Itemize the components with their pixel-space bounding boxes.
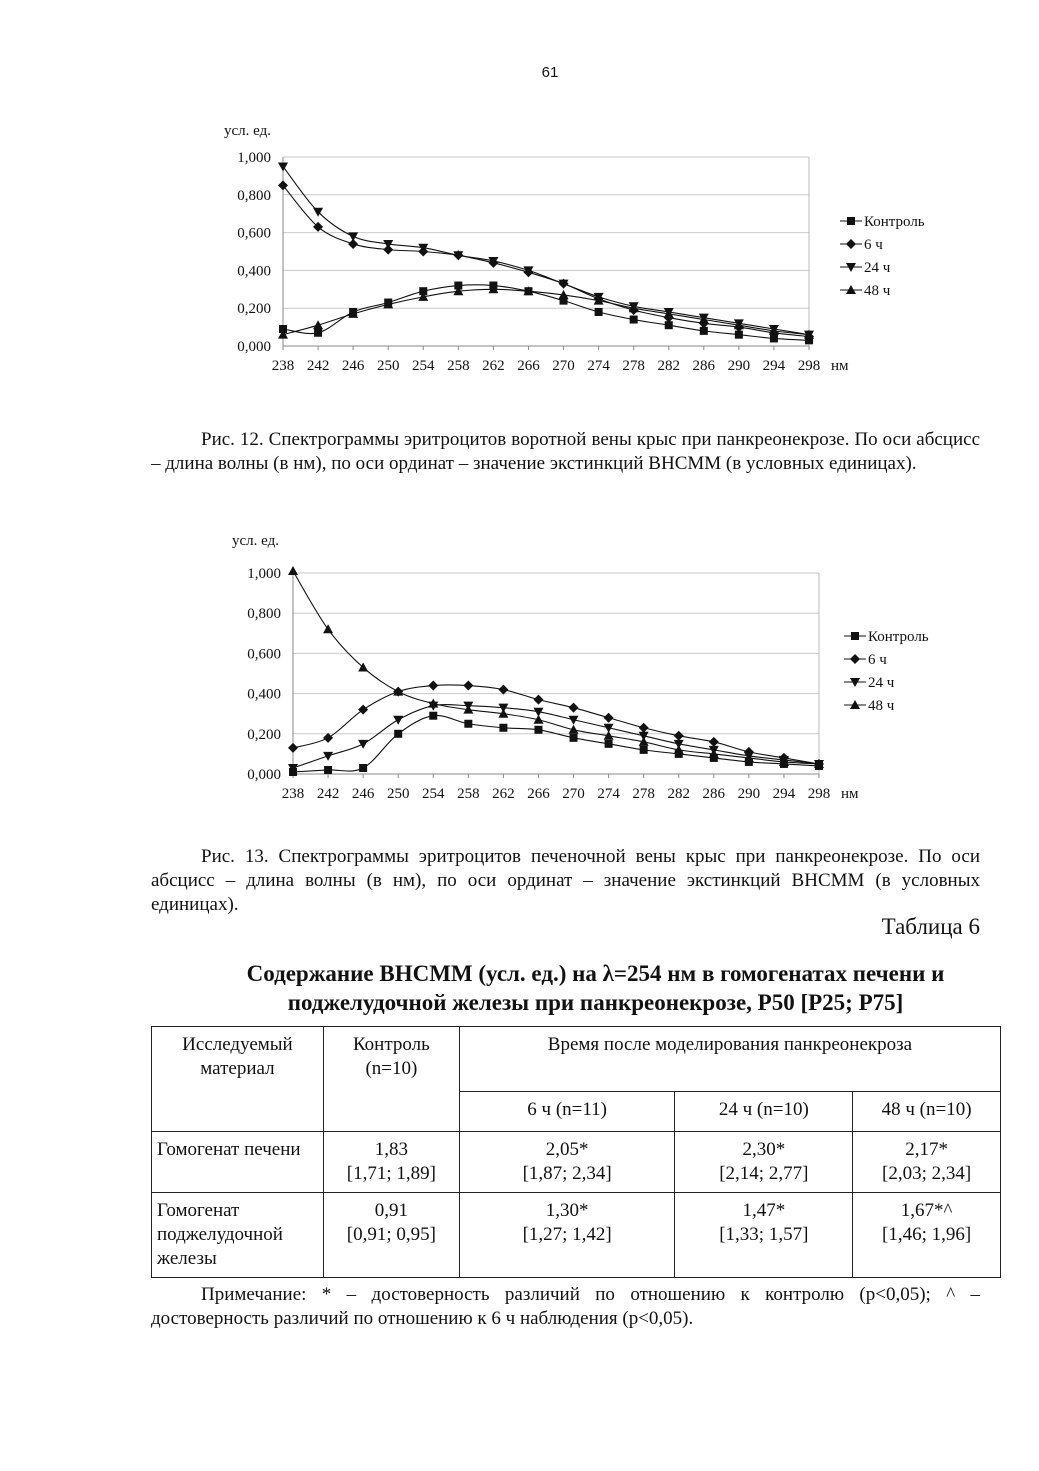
series-line [283,185,809,336]
data-point [463,681,473,691]
data-point [569,703,579,713]
data-point [323,733,333,743]
legend-label: 6 ч [868,652,887,668]
table-header-row [152,1027,1001,1092]
row-material: Гомогенат печени [152,1132,324,1193]
data-point [605,740,613,748]
data-point [630,316,638,324]
data-point [464,720,472,728]
legend-marker [846,239,856,249]
x-axis-unit: нм [831,358,849,374]
data-table [151,1026,1001,1278]
cell-6h: 1,30* [1,27; 1,42] [459,1193,675,1278]
data-point [278,180,288,190]
y-tick-label: 0,000 [247,767,281,783]
data-point [288,566,298,575]
x-tick-label: 274 [597,786,620,802]
data-point [428,681,438,691]
table-title: Содержание ВНСММ (усл. ед.) на λ=254 нм в гомогенатах печени и поджелудочной железы при панкреонекрозе, Р50 [Р25; Р75] [246,961,945,1015]
data-point [288,743,298,753]
x-tick-label: 274 [587,358,610,374]
data-point [324,766,332,774]
series-0 [279,282,813,345]
header-time: Время после моделирования панкреонекроза [459,1027,1000,1092]
row-material: Гомогенат поджелудочной железы [152,1193,324,1278]
y-tick-label: 0,200 [247,726,281,743]
x-tick-label: 266 [517,358,540,374]
header-material: Исследуемый материал [152,1027,324,1132]
data-point [640,746,648,754]
y-tick-label: 0,800 [237,187,271,204]
series-2 [288,702,824,773]
y-tick-label: 0,800 [247,606,281,623]
legend-label: 6 ч [864,237,883,253]
x-tick-label: 282 [657,358,680,374]
x-tick-label: 266 [527,786,550,802]
data-point [429,712,437,720]
data-point [498,685,508,695]
cell-24h: 2,30* [2,14; 2,77] [675,1132,853,1193]
series-3 [288,566,824,768]
x-tick-label: 238 [281,786,305,802]
data-point [639,723,649,733]
data-point [595,308,603,316]
x-tick-label: 258 [457,786,480,802]
series-0 [289,712,823,776]
x-tick-label: 294 [772,786,796,802]
x-tick-label: 294 [762,358,786,374]
header-24h: 24 ч (n=10) [675,1092,853,1132]
y-axis-label: усл. ед. [232,533,279,549]
data-point [534,726,542,734]
x-tick-label: 298 [797,358,821,374]
data-point [533,695,543,705]
cell-48h: 1,67*^ [1,46; 1,96] [853,1193,1001,1278]
legend-marker [847,217,855,225]
header-control: Контроль (n=10) [323,1027,459,1132]
x-tick-label: 250 [386,786,410,802]
y-axis-label: усл. ед. [224,123,271,139]
data-point [323,752,333,761]
cell-6h: 2,05* [1,87; 2,34] [459,1132,675,1193]
series-line [293,705,819,768]
data-point [709,737,719,747]
y-tick-label: 1,000 [237,150,271,166]
x-tick-label: 246 [341,358,365,374]
data-point [348,232,358,241]
x-tick-label: 270 [562,786,585,802]
series-1 [278,180,814,341]
cell-control: 0,91 [0,91; 0,95] [323,1193,459,1278]
data-point [358,740,368,749]
x-tick-label: 254 [412,358,435,374]
data-point [393,716,403,725]
table-row [152,1193,1001,1278]
y-tick-label: 0,400 [237,263,271,280]
x-tick-label: 262 [482,358,505,374]
x-tick-label: 242 [306,358,330,374]
y-tick-label: 0,200 [237,301,271,318]
x-tick-label: 278 [632,786,655,802]
page-number: 61 [541,64,559,81]
series-line [293,571,819,764]
figure-13-chart [0,522,1039,812]
x-tick-label: 286 [702,786,726,802]
table-number: Таблица 6 [881,914,980,939]
y-tick-label: 1,000 [247,566,281,582]
legend-label: 24 ч [864,260,891,276]
header-6h: 6 ч (n=11) [459,1092,675,1132]
data-point [359,764,367,772]
series-3 [278,284,814,338]
data-point [570,734,578,742]
x-tick-label: 238 [271,358,295,374]
x-tick-label: 298 [807,786,831,802]
x-tick-label: 286 [692,358,716,374]
legend-marker [850,654,860,664]
legend-label: 48 ч [868,698,895,714]
data-point [674,731,684,741]
figure-13-caption: Рис. 13. Спектрограммы эритроцитов печеночной вены крыс при панкреонекрозе. По оси абсцисс – длина волны (в нм), по оси ординат – значение экстинкций ВНСММ (в условных единицах). [151,846,980,915]
legend-label: Контроль [868,629,929,645]
x-tick-label: 290 [737,786,761,802]
legend-label: Контроль [864,214,925,230]
series-2 [278,162,814,339]
x-tick-label: 290 [727,358,751,374]
y-tick-label: 0,600 [237,225,271,242]
x-axis-unit: нм [841,786,859,802]
x-tick-label: 270 [552,358,575,374]
series-line [293,715,819,772]
legend-marker [851,632,859,640]
data-point [499,724,507,732]
legend-label: 48 ч [864,283,891,299]
y-tick-label: 0,400 [247,686,281,703]
x-tick-label: 262 [492,786,515,802]
cell-24h: 1,47* [1,33; 1,57] [675,1193,853,1278]
data-point [323,624,333,633]
x-tick-label: 246 [351,786,375,802]
header-48h: 48 ч (n=10) [853,1092,1001,1132]
cell-48h: 2,17* [2,03; 2,34] [853,1132,1001,1193]
y-tick-label: 0,600 [247,646,281,663]
data-point [358,705,368,715]
data-point [314,329,322,337]
x-tick-label: 282 [667,786,690,802]
x-tick-label: 278 [622,358,645,374]
data-point [278,162,288,171]
x-tick-label: 242 [316,786,340,802]
table-note: Примечание: * – достоверность различий по отношению к контролю (p<0,05); ^ – достоверность различий по отношению к 6 ч наблюдения (p<0,05). [151,1284,980,1329]
data-point [604,713,614,723]
data-point [394,730,402,738]
x-tick-label: 250 [376,358,400,374]
x-tick-label: 254 [422,786,445,802]
cell-control: 1,83 [1,71; 1,89] [323,1132,459,1193]
table-row [152,1132,1001,1193]
figure-12-chart [0,110,1039,390]
y-tick-label: 0,000 [237,339,271,355]
legend-label: 24 ч [868,675,895,691]
x-tick-label: 258 [447,358,470,374]
figure-12-caption: Рис. 12. Спектрограммы эритроцитов воротной вены крыс при панкреонекрозе. По оси абсцисс – длина волны (в нм), по оси ординат – значение экстинкций ВНСММ (в условных единицах). [151,429,980,474]
